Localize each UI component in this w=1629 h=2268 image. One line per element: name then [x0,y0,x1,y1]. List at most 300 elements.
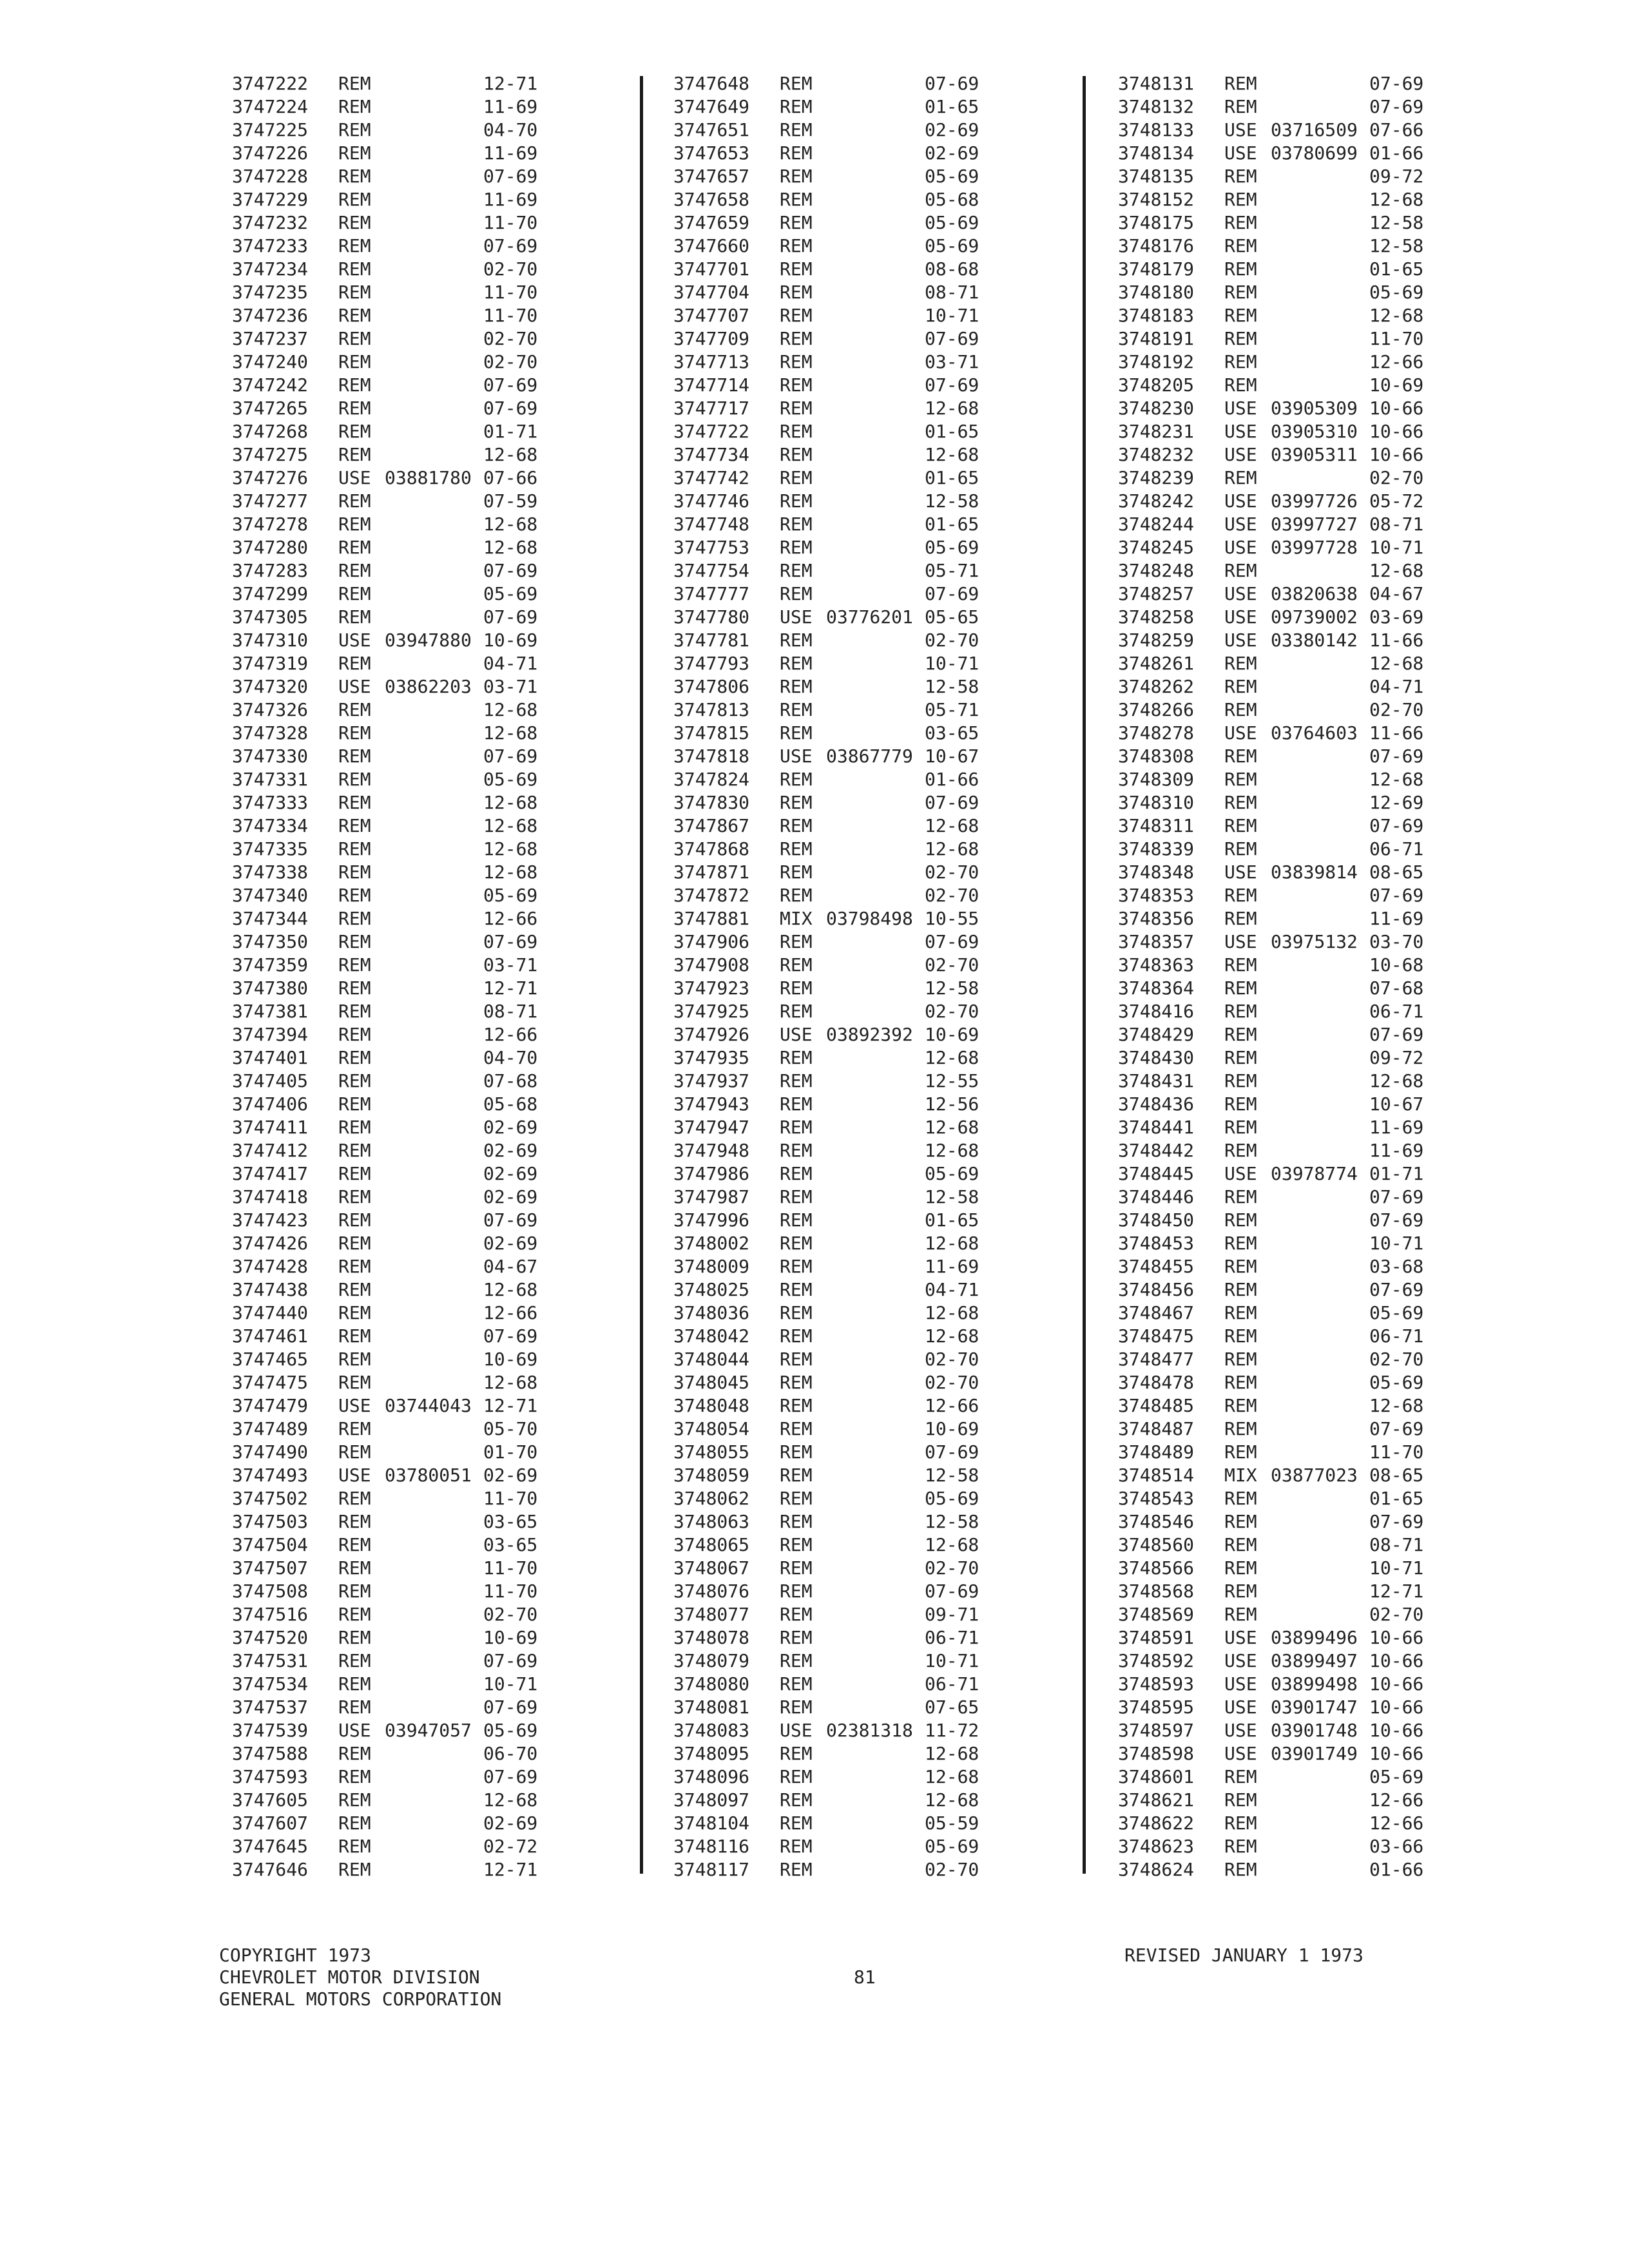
date-code: 07-69 [925,792,979,813]
table-row [673,791,1041,814]
table-row [232,1835,599,1858]
replacement-part: 03905311 [1271,444,1358,465]
replacement-part [1271,72,1369,95]
status-code: REM [338,1024,371,1045]
part-number: 3747228 [232,166,309,187]
date-code: 05-69 [925,235,979,256]
part-number: 3748205 [1118,374,1195,396]
status-code: USE [338,467,371,488]
table-row [232,1162,599,1186]
replacement-part [385,1023,483,1046]
replacement-part [826,698,925,722]
table-row [1118,188,1485,211]
replacement-part [385,930,483,954]
part-number: 3748078 [673,1627,750,1648]
date-code: 07-69 [1369,1024,1424,1045]
replacement-part [826,304,925,327]
replacement-part: 03901748 [1271,1720,1358,1741]
replacement-part [385,1487,483,1510]
part-number: 3747299 [232,583,309,604]
status-code: REM [780,1093,813,1115]
status-code: REM [338,1673,371,1695]
table-row [232,1023,599,1046]
status-code: REM [1224,977,1257,999]
part-number: 3747338 [232,861,309,883]
status-code: REM [1224,838,1257,860]
table-row [673,304,1041,327]
status-code: REM [338,142,371,164]
table-row [232,1580,599,1603]
table-row [232,1394,599,1418]
date-code: 11-70 [483,1488,538,1509]
part-number: 3747412 [232,1140,309,1161]
status-code: REM [780,1465,813,1486]
date-code: 12-58 [1369,235,1424,256]
status-code: REM [780,699,813,720]
part-number: 3748065 [673,1534,750,1555]
status-code: REM [780,1302,813,1323]
table-row [673,327,1041,351]
part-number: 3748245 [1118,537,1195,558]
date-code: 07-66 [483,467,538,488]
status-code: REM [338,1047,371,1068]
replacement-part: 03975132 [1271,931,1358,952]
part-number: 3748363 [1118,954,1195,975]
status-code: REM [780,235,813,256]
table-row [1118,1510,1485,1533]
table-row [673,72,1041,95]
status-code: REM [780,1627,813,1648]
status-code: REM [780,1581,813,1602]
status-code: REM [780,1812,813,1834]
part-number: 3747717 [673,398,750,419]
status-code: USE [1224,861,1257,883]
replacement-part [385,95,483,119]
date-code: 05-69 [1369,1766,1424,1787]
replacement-part [1271,1000,1369,1023]
replacement-part [826,582,925,606]
part-number: 3747340 [232,885,309,906]
table-row [232,1510,599,1533]
date-code: 10-71 [1369,537,1424,558]
table-row [232,838,599,861]
table-row [673,559,1041,582]
date-code: 03-65 [483,1534,538,1555]
status-code: USE [1224,514,1257,535]
part-number: 3747926 [673,1024,750,1045]
date-code: 02-70 [483,328,538,349]
status-code: USE [1224,1673,1257,1695]
replacement-part [826,768,925,791]
replacement-part: 03780051 [385,1465,472,1486]
table-row [232,1000,599,1023]
status-code: REM [338,1743,371,1764]
table-row [673,1858,1041,1881]
date-code: 12-68 [483,722,538,744]
part-number: 3747265 [232,398,309,419]
date-code: 02-70 [925,1349,979,1370]
date-code: 02-69 [483,1163,538,1184]
part-number: 3747520 [232,1627,309,1648]
table-row [673,907,1041,930]
replacement-part [1271,258,1369,281]
status-code: REM [780,189,813,210]
table-row [232,675,599,698]
part-number: 3747503 [232,1511,309,1532]
replacement-part [826,95,925,119]
part-number: 3747240 [232,351,309,372]
table-row [1118,675,1485,698]
table-row [1118,884,1485,907]
replacement-part [826,1510,925,1533]
part-number: 3747426 [232,1233,309,1254]
table-row [1118,1232,1485,1255]
replacement-part [1271,1186,1369,1209]
status-code: USE [338,629,371,651]
replacement-part [385,188,483,211]
status-code: USE [338,1395,371,1416]
table-row [1118,1649,1485,1673]
status-code: REM [338,838,371,860]
replacement-part [826,838,925,861]
replacement-part: 03899496 [1271,1627,1358,1648]
table-row [673,281,1041,304]
part-number: 3748485 [1118,1395,1195,1416]
table-row [232,351,599,374]
replacement-part [826,1765,925,1789]
table-row [232,1139,599,1162]
status-code: REM [780,467,813,488]
status-code: REM [1224,1302,1257,1323]
status-code: REM [338,653,371,674]
status-code: REM [338,258,371,280]
status-code: REM [1224,1349,1257,1370]
status-code: REM [780,537,813,558]
status-code: REM [780,954,813,975]
status-code: REM [338,1186,371,1207]
date-code: 07-69 [925,1581,979,1602]
table-row [673,513,1041,536]
date-code: 03-65 [925,722,979,744]
date-code: 11-70 [1369,1441,1424,1463]
part-number: 3747234 [232,258,309,280]
status-code: REM [338,1001,371,1022]
part-number: 3747405 [232,1070,309,1091]
table-row [673,258,1041,281]
table-row [1118,954,1485,977]
table-row [673,188,1041,211]
replacement-part [1271,1093,1369,1116]
part-number: 3748431 [1118,1070,1195,1091]
replacement-part [385,1765,483,1789]
date-code: 05-69 [1369,1372,1424,1393]
status-code: REM [338,119,371,140]
replacement-part [385,1557,483,1580]
table-row [673,722,1041,745]
date-code: 12-68 [1369,1070,1424,1091]
part-number: 3748175 [1118,212,1195,233]
date-code: 12-66 [1369,1812,1424,1834]
status-code: REM [338,421,371,442]
status-code: REM [780,212,813,233]
date-code: 07-69 [483,606,538,628]
date-code: 10-69 [483,629,538,651]
status-code: REM [1224,1441,1257,1463]
table-row [673,1557,1041,1580]
date-code: 12-68 [925,1140,979,1161]
part-number: 3748546 [1118,1511,1195,1532]
date-code: 12-68 [925,1302,979,1323]
table-row [1118,1162,1485,1186]
status-code: REM [338,815,371,836]
part-number: 3748416 [1118,1001,1195,1022]
part-number: 3747645 [232,1836,309,1857]
date-code: 12-58 [925,1186,979,1207]
replacement-part: 03867779 [826,745,913,767]
table-row [673,1649,1041,1673]
replacement-part [1271,1441,1369,1464]
date-code: 07-69 [1369,1279,1424,1300]
status-code: REM [1224,1070,1257,1091]
replacement-part [385,1789,483,1812]
status-code: REM [780,722,813,744]
table-row [1118,1000,1485,1023]
replacement-part [1271,1580,1369,1603]
status-code: REM [338,235,371,256]
replacement-part [385,652,483,675]
table-row [232,443,599,466]
status-code: USE [1224,537,1257,558]
part-number: 3747753 [673,537,750,558]
part-number: 3747815 [673,722,750,744]
table-row [232,1557,599,1580]
status-code: REM [338,1279,371,1300]
date-code: 01-70 [483,1441,538,1463]
table-row [232,1232,599,1255]
replacement-part [1271,1487,1369,1510]
replacement-part [385,1812,483,1835]
status-code: REM [780,1047,813,1068]
replacement-part [385,397,483,420]
table-row [673,1441,1041,1464]
part-number: 3747268 [232,421,309,442]
table-row [1118,1557,1485,1580]
part-number: 3747906 [673,931,750,952]
replacement-part [385,954,483,977]
table-row [232,1070,599,1093]
date-code: 10-66 [1369,421,1424,442]
table-row [1118,142,1485,165]
replacement-part [826,1093,925,1116]
date-code: 10-66 [1369,1627,1424,1648]
date-code: 08-71 [1369,1534,1424,1555]
date-code: 04-70 [483,119,538,140]
replacement-part [385,1371,483,1394]
table-row [1118,281,1485,304]
table-row [1118,1812,1485,1835]
table-row [1118,1278,1485,1302]
part-number: 3748568 [1118,1581,1195,1602]
date-code: 07-69 [483,1650,538,1671]
date-code: 12-55 [925,1070,979,1091]
date-code: 02-70 [925,861,979,883]
table-row [1118,304,1485,327]
date-code: 04-71 [483,653,538,674]
replacement-part [1271,1232,1369,1255]
table-row [232,977,599,1000]
replacement-part [385,1046,483,1070]
part-number: 3748131 [1118,73,1195,94]
replacement-part [385,1835,483,1858]
part-number: 3747777 [673,583,750,604]
table-row [1118,1394,1485,1418]
table-row [232,1093,599,1116]
replacement-part [385,1255,483,1278]
part-number: 3747479 [232,1395,309,1416]
replacement-part [385,838,483,861]
replacement-part [385,165,483,188]
part-number: 3747707 [673,305,750,326]
part-number: 3748489 [1118,1441,1195,1463]
table-row [232,768,599,791]
replacement-part [1271,211,1369,235]
replacement-part [1271,675,1369,698]
table-row [673,235,1041,258]
status-code: REM [338,1627,371,1648]
table-row [1118,1371,1485,1394]
date-code: 02-69 [483,1117,538,1138]
table-row [1118,95,1485,119]
part-number: 3747659 [673,212,750,233]
date-code: 12-66 [1369,351,1424,372]
replacement-part [385,745,483,768]
date-code: 05-71 [925,560,979,581]
status-code: REM [1224,1024,1257,1045]
status-code: REM [780,142,813,164]
replacement-part [826,1603,925,1626]
status-code: REM [1224,189,1257,210]
date-code: 10-69 [483,1349,538,1370]
table-row [232,1696,599,1719]
status-code: REM [1224,1256,1257,1277]
part-number: 3747226 [232,142,309,164]
date-code: 12-69 [1369,792,1424,813]
part-number: 3748597 [1118,1720,1195,1741]
replacement-part [1271,1371,1369,1394]
table-row [673,768,1041,791]
date-code: 01-65 [1369,1488,1424,1509]
part-number: 3747713 [673,351,750,372]
date-code: 12-68 [483,514,538,535]
status-code: REM [780,374,813,396]
date-code: 10-67 [925,745,979,767]
part-number: 3747333 [232,792,309,813]
replacement-part [385,722,483,745]
replacement-part [826,977,925,1000]
table-row [673,1765,1041,1789]
date-code: 07-69 [1369,1209,1424,1231]
part-number: 3747330 [232,745,309,767]
status-code: REM [780,1233,813,1254]
table-row [232,745,599,768]
part-number: 3748176 [1118,235,1195,256]
replacement-part [385,443,483,466]
replacement-part [1271,1394,1369,1418]
status-code: REM [1224,96,1257,117]
replacement-part [1271,814,1369,838]
table-row [1118,1719,1485,1742]
replacement-part: 03997728 [1271,537,1358,558]
table-row [1118,1464,1485,1487]
part-number: 3748266 [1118,699,1195,720]
part-number: 3748002 [673,1233,750,1254]
part-number: 3747276 [232,467,309,488]
date-code: 12-58 [925,977,979,999]
table-row [232,930,599,954]
table-row [673,397,1041,420]
status-code: USE [1224,931,1257,952]
table-row [232,142,599,165]
table-row [1118,1765,1485,1789]
part-number: 3748258 [1118,606,1195,628]
part-number: 3748455 [1118,1256,1195,1277]
date-code: 05-69 [925,1163,979,1184]
part-number: 3747648 [673,73,750,94]
date-code: 11-72 [925,1720,979,1741]
replacement-part [385,1325,483,1348]
date-code: 07-69 [483,745,538,767]
status-code: REM [338,908,371,929]
status-code: REM [338,977,371,999]
part-number: 3747658 [673,189,750,210]
table-row [673,1371,1041,1394]
replacement-part [826,722,925,745]
table-row [1118,1255,1485,1278]
replacement-part [385,490,483,513]
replacement-part: 03776201 [826,606,913,628]
date-code: 06-71 [1369,1001,1424,1022]
replacement-part [826,1162,925,1186]
status-code: REM [338,722,371,744]
status-code: REM [338,1093,371,1115]
date-code: 07-59 [483,490,538,512]
replacement-part [826,1255,925,1278]
date-code: 02-69 [483,1233,538,1254]
status-code: REM [338,954,371,975]
replacement-part [1271,1348,1369,1371]
status-code: REM [338,1140,371,1161]
part-number: 3748132 [1118,96,1195,117]
page-number: 81 [854,1966,876,1988]
replacement-part [826,1673,925,1696]
table-row [232,1487,599,1510]
part-number: 3747461 [232,1325,309,1347]
status-code: REM [1224,1325,1257,1347]
date-code: 02-70 [925,954,979,975]
status-code: REM [1224,374,1257,396]
status-code: REM [780,1117,813,1138]
table-row [1118,513,1485,536]
part-number: 3747948 [673,1140,750,1161]
status-code: REM [1224,1812,1257,1834]
part-number: 3748339 [1118,838,1195,860]
date-code: 12-68 [925,815,979,836]
replacement-part [826,374,925,397]
status-code: REM [780,1140,813,1161]
date-code: 10-66 [1369,1650,1424,1671]
replacement-part: 03881780 [385,467,472,488]
status-code: USE [1224,1720,1257,1741]
